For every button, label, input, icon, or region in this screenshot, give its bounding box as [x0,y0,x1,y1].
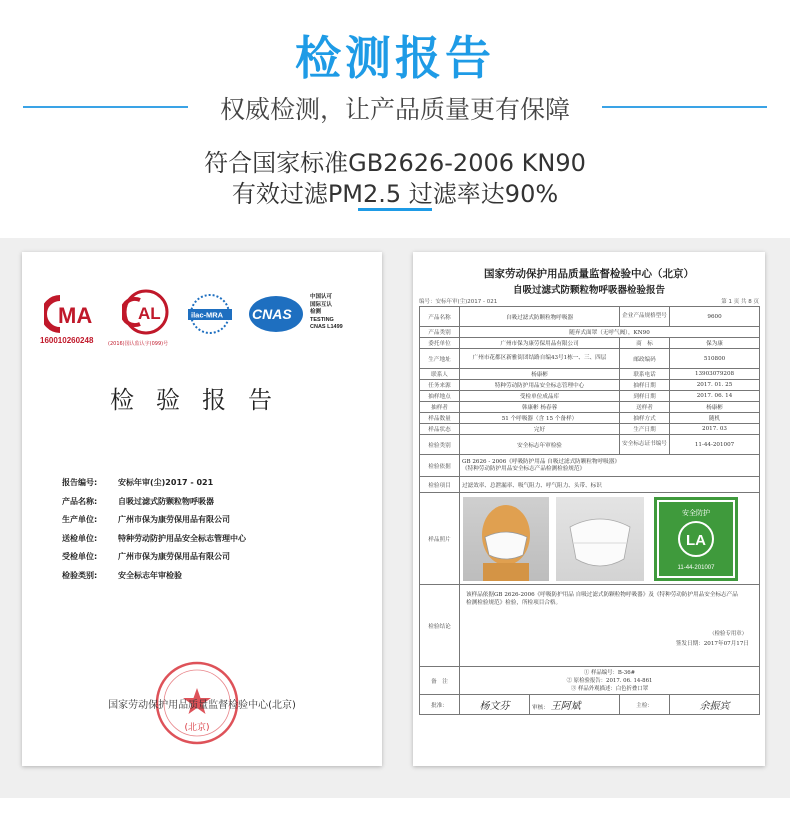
subtitle: 权威检测，让产品质量更有保障 [219,95,570,124]
svg-text:CNAS: CNAS [252,306,292,322]
svg-text:ilac-MRA: ilac-MRA [191,310,224,320]
svg-text:(北京): (北京) [184,723,210,733]
cnas-accreditation-text: 中国认可 国际互认 检测 TESTING CNAS L1499 [310,294,343,330]
report-product-title: 自吸过滤式防颗粒物呼吸器检验报告 [512,285,665,296]
table-row: 抽样者 韩康彬 杨春蓉 送样者 杨康彬 [420,402,760,413]
report-info-list [62,477,362,588]
table-row: 样品照片 安全防护 LA 11-44-201007 [420,493,760,585]
table-row: 样品状态 完好 生产日期 2017. 03 [420,424,760,435]
report-title: 检验报告 [110,386,294,414]
table-row: 检验依据 GB 2626 - 2006《呼吸防护用品 自吸过滤式防颗粒物呼吸器》 《特种劳动防护用品安全标志产品检测检验规范》 [420,455,760,477]
issue-date: 签发日期：2017年07月17日 [675,641,750,647]
table-row: 联系人 杨康彬 联系电话 13903079208 [420,369,760,380]
la-certificate-badge-icon [654,497,738,581]
table-row: 检验类别 安全标志年审检验 安全标志证书编号 11-44-201007 [420,435,760,455]
table-row: 委托单位 广州市保为康劳保用品有限公司 商 标 保为康 [420,338,760,349]
ilac-mra-logo-icon [182,292,238,336]
table-row: 抽样地点 受检单位成品库 到样日期 2017. 06. 14 [420,391,760,402]
report-number: 编号：安标年审(尘)2017 - 021 [419,299,498,305]
table-row: 备 注 ① 样品编号：B-36# ② 原检验报告：2017. 06. 14-861 ③ 样品外观描述：白色折叠口罩 [420,667,760,695]
inspection-report-page [413,252,765,766]
table-row: 产品名称 自吸过滤式防颗粒物呼吸器 企业产品规格型号 9600 [420,307,760,327]
cal-logo-icon [122,288,170,336]
tester-signature: 余振宾 [670,695,760,715]
conclusion-text: 该样品依据GB 2626-2006《呼吸防护用品 自吸过滤式防颗粒物呼吸器》及《特种劳动防护用品安全标志产品检测检验规范》检验，所检项目合格。 [466,592,738,606]
info-row-submitter: 送检单位: 特种劳动防护用品安全标志管理中心 [62,533,246,543]
info-row-manufacturer: 生产单位: 广州市保为康劳保用品有限公司 [62,515,230,524]
accreditation-logos [40,292,364,352]
svg-text:AL: AL [138,304,161,323]
subtitle-right-rule [602,106,767,108]
page-title: 检测报告 [295,31,495,85]
sample-photos [460,493,760,585]
cma-number: 160010260248 [40,336,94,345]
svg-text:安全防护: 安全防护 [682,509,710,517]
info-row-report-number: 报告编号: 安标年审(尘)2017 - 021 [62,478,214,487]
inspection-stamp: （检验专用章） [709,631,748,637]
standard-text: 符合国家标准GB2626-2006 KN90 [204,149,586,177]
reviewer-signature: 王阿斌 [550,701,581,712]
cal-caption: (2016)国认监认字(099)号 [108,341,169,347]
svg-text:LA: LA [686,532,706,549]
mask-photo-icon [556,497,644,581]
report-org-title: 国家劳动保护用品质量监督检验中心（北京） [484,268,694,280]
subtitle-row [0,88,790,128]
inspection-table [419,306,760,715]
table-row: 任务来源 特种劳动防护用品安全标志管理中心 抽样日期 2017. 01. 25 [420,380,760,391]
info-row-product-name: 产品名称: 自吸过滤式防颗粒物呼吸器 [62,496,214,506]
inspection-report-cover [22,252,382,766]
mannequin-photo-icon [463,497,549,581]
issuing-authority: 国家劳动保护用品质量监督检验中心(北京) [108,700,296,711]
info-row-inspected-unit: 受检单位: 广州市保为康劳保用品有限公司 [62,552,230,561]
table-row: 生产地址 广州市花都区新雅街团结路自编43号1栋一、三、四层 邮政编码 510800 [420,349,760,369]
cnas-logo-icon [247,292,305,336]
signature-row: 批准： 杨文芬 审核： 王阿斌 主检： 余振宾 [420,695,760,715]
approver-signature: 杨文芬 [460,695,530,715]
page-number: 第 1 页 共 8 页 [721,299,759,305]
accent-underline [358,208,432,211]
info-row-test-category: 检验类别: 安全标志年审检验 [62,570,182,580]
table-row: 产品类别 随弃式面罩（无呼气阀），KN90 [420,327,760,338]
svg-text:MA: MA [58,303,93,328]
table-row: 检验项目 过滤效率、总泄漏率、吸气阻力、呼气阻力、头带、标识 [420,477,760,493]
filter-rate-text: 有效过滤PM2.5 过滤率达90% [231,180,559,208]
svg-text:11-44-201007: 11-44-201007 [677,565,715,571]
table-row: 样品数量 51 个呼吸器（含 15 个备样） 抽样方式 随机 [420,413,760,424]
table-row: 检验结论 该样品依据GB 2626-2006《呼吸防护用品 自吸过滤式防颗粒物呼吸器》及《特种劳动防护用品安全标志产品检测检验规范》检验，所检项目合格。 （检验专用章） 签发日期：2017年07月17日 [420,585,760,667]
cma-logo-icon [44,292,108,336]
